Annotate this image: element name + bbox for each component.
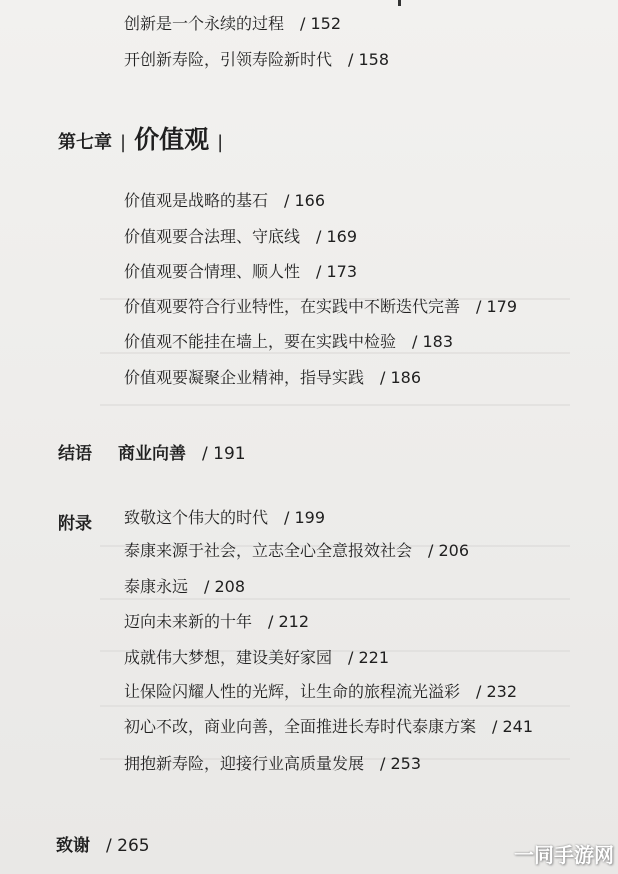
toc-entry[interactable] <box>124 368 421 388</box>
bleed-through-line <box>100 705 570 707</box>
entry-title: 开创新寿险，引领寿险新时代 <box>124 50 333 69</box>
entry-page: / 158 <box>348 50 390 69</box>
entry-page: / 191 <box>202 444 246 464</box>
chapter-title: 价值观 <box>134 125 210 154</box>
toc-entry[interactable] <box>124 332 453 352</box>
toc-entry[interactable] <box>124 682 517 702</box>
entry-page: / 152 <box>300 14 342 33</box>
entry-title: 泰康来源于社会，立志全心全意报效社会 <box>124 541 413 560</box>
section-title: 商业向善 <box>118 444 186 464</box>
bleed-through-line <box>100 404 570 406</box>
toc-entry[interactable] <box>124 262 357 282</box>
entry-title: 价值观要合情理、顺人性 <box>124 262 301 281</box>
entry-title: 价值观不能挂在墙上，要在实践中检验 <box>124 332 397 351</box>
entry-title: 成就伟大梦想，建设美好家园 <box>124 648 333 667</box>
entry-page: / 173 <box>316 262 358 281</box>
entry-title: 迈向未来新的十年 <box>124 612 253 631</box>
toc-entry[interactable] <box>124 508 325 528</box>
entry-page: / 183 <box>412 332 454 351</box>
toc-entry[interactable] <box>124 297 517 317</box>
entry-page: / 212 <box>268 612 310 631</box>
toc-entry[interactable] <box>124 14 341 34</box>
chapter-heading[interactable] <box>58 120 231 156</box>
entry-page: / 208 <box>204 577 246 596</box>
entry-page: / 253 <box>380 754 422 773</box>
chapter-label: 第七章 <box>58 132 112 153</box>
entry-page: / 232 <box>476 682 518 701</box>
section-appendix-label <box>58 509 92 534</box>
entry-title: 致敬这个伟大的时代 <box>124 508 269 527</box>
entry-page: / 169 <box>316 227 358 246</box>
toc-entry[interactable] <box>124 50 389 70</box>
entry-title: 价值观要凝聚企业精神，指导实践 <box>124 368 365 387</box>
toc-entry[interactable] <box>124 227 357 247</box>
entry-title: 初心不改，商业向善，全面推进长寿时代泰康方案 <box>124 717 477 736</box>
entry-title: 让保险闪耀人性的光辉，让生命的旅程流光溢彩 <box>124 682 461 701</box>
entry-title: 价值观要符合行业特性，在实践中不断迭代完善 <box>124 297 461 316</box>
entry-title: 价值观是战略的基石 <box>124 191 269 210</box>
entry-page: / 179 <box>476 297 518 316</box>
toc-entry[interactable] <box>124 612 309 632</box>
section-label: 致谢 <box>56 836 90 856</box>
toc-entry[interactable] <box>124 577 245 597</box>
entry-page: / 206 <box>428 541 470 560</box>
section-label: 结语 <box>58 444 92 464</box>
page-edge-mark <box>398 0 401 6</box>
separator-bar: | <box>217 132 224 153</box>
entry-page: / 199 <box>284 508 326 527</box>
toc-entry[interactable] <box>124 717 533 737</box>
entry-title: 泰康永远 <box>124 577 189 596</box>
entry-title: 拥抱新寿险，迎接行业高质量发展 <box>124 754 365 773</box>
toc-entry[interactable] <box>124 648 389 668</box>
entry-page: / 241 <box>492 717 534 736</box>
entry-page: / 221 <box>348 648 390 667</box>
entry-title: 价值观要合法理、守底线 <box>124 227 301 246</box>
section-label: 附录 <box>58 514 92 534</box>
entry-page: / 186 <box>380 368 422 387</box>
bleed-through-line <box>100 352 570 354</box>
section-acknowledgements[interactable] <box>56 831 150 856</box>
section-conclusion[interactable] <box>58 439 246 464</box>
toc-entry[interactable] <box>124 541 469 561</box>
toc-entry[interactable] <box>124 191 325 211</box>
entry-page: / 166 <box>284 191 326 210</box>
site-watermark: 一同手游网 <box>514 843 614 867</box>
separator-bar: | <box>120 132 127 153</box>
toc-entry[interactable] <box>124 754 421 774</box>
entry-page: / 265 <box>106 836 150 856</box>
entry-title: 创新是一个永续的过程 <box>124 14 285 33</box>
bleed-through-line <box>100 598 570 600</box>
